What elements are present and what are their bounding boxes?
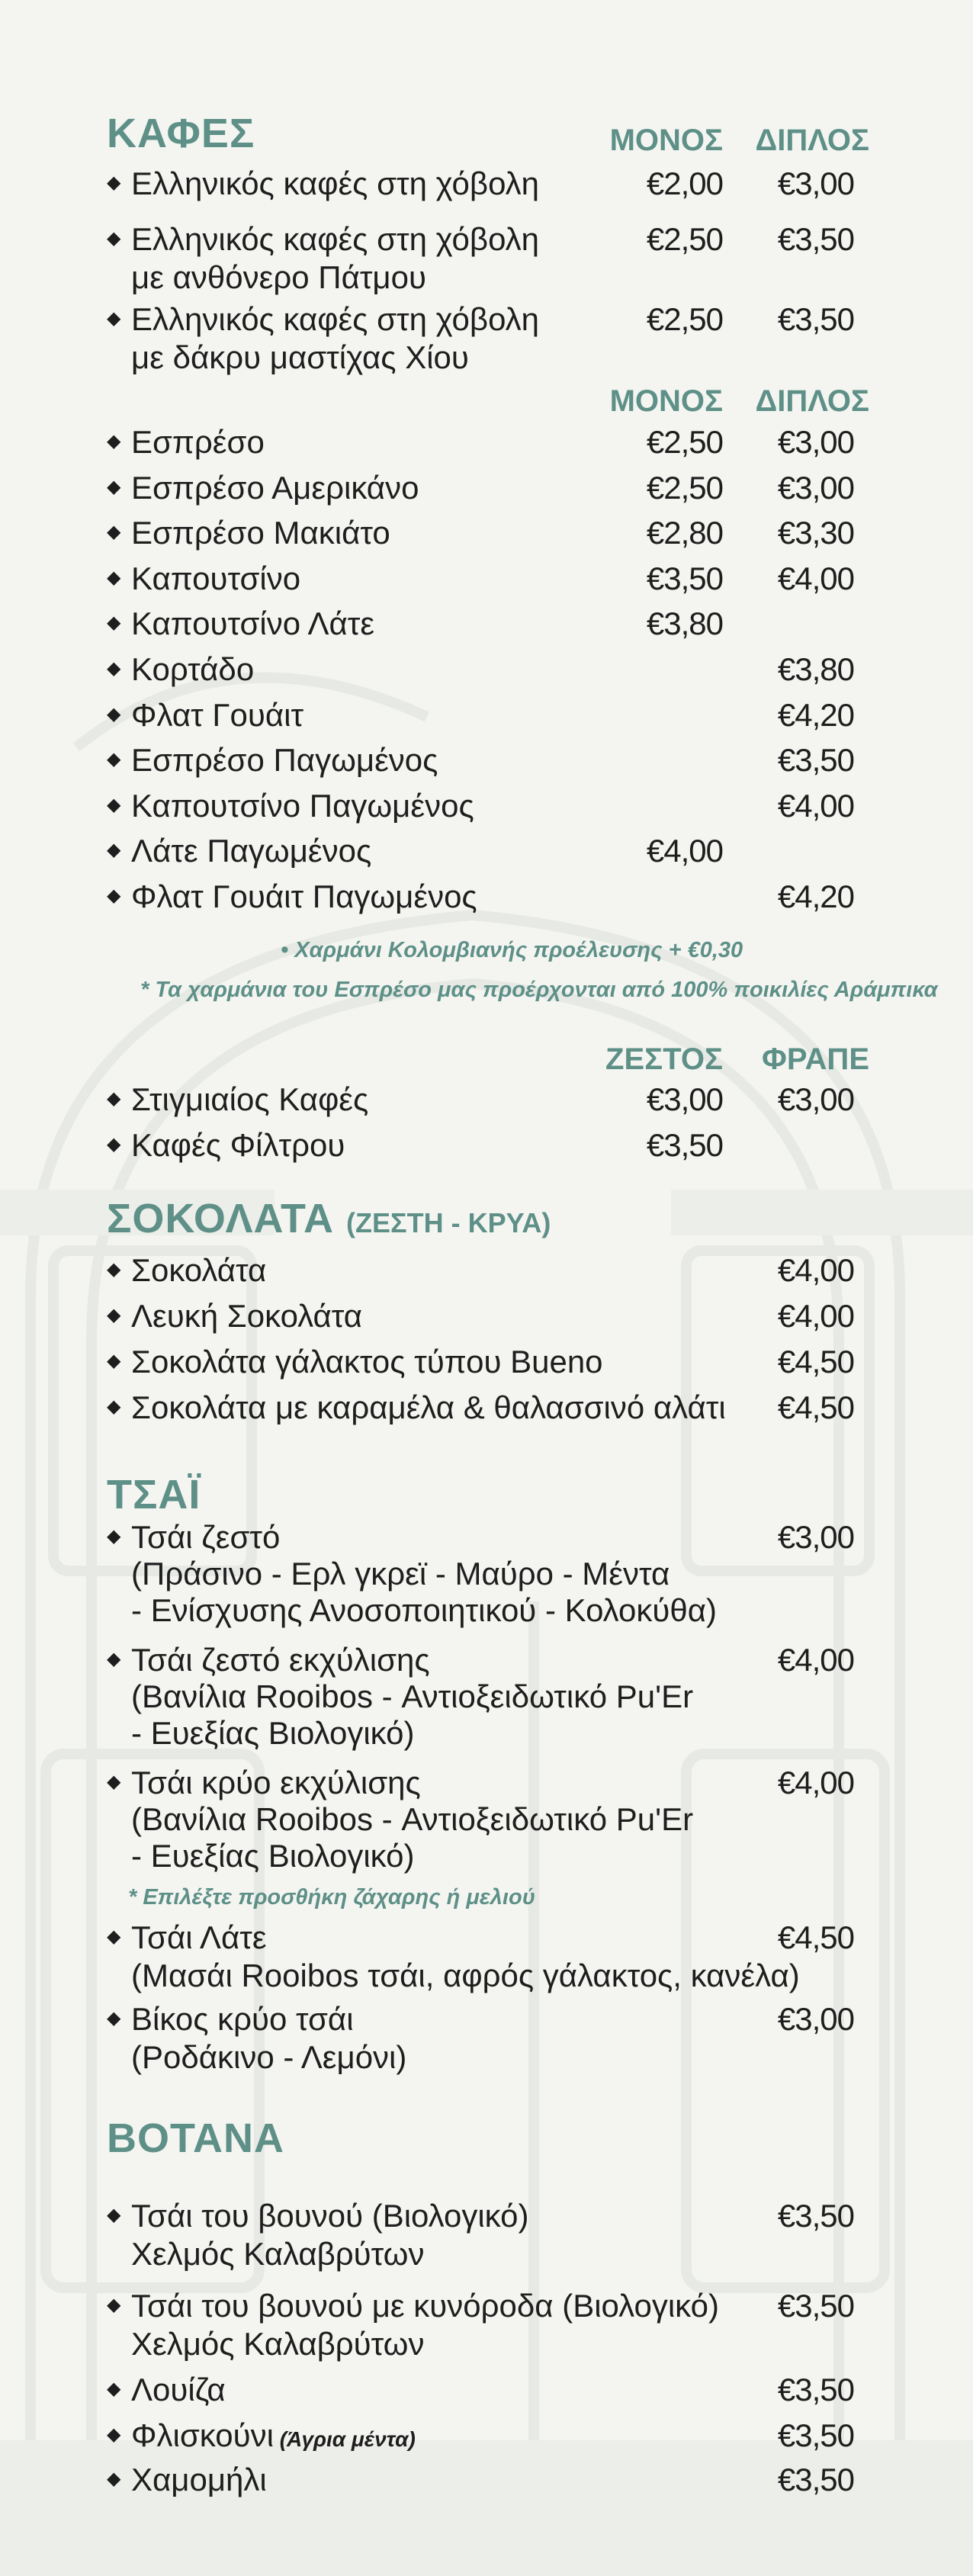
price: €3,50 (777, 2417, 854, 2453)
price-double: €3,50 (777, 301, 854, 337)
section-title-coffee: ΚΑΦΕΣ (107, 111, 255, 156)
item-name: Καπουτσίνο Λάτε (131, 605, 375, 642)
menu-item (107, 1080, 368, 1122)
menu-item (107, 1342, 603, 1384)
item-description: (Πράσινο - Ερλ γκρεϊ - Μαύρο - Μέντα (131, 1556, 670, 1592)
diamond-bullet-icon: ◆ (107, 1087, 121, 1109)
item-name: Εσπρέσο Μακιάτο (131, 515, 390, 551)
price-single: €2,80 (646, 515, 723, 551)
diamond-bullet-icon: ◆ (107, 840, 121, 861)
diamond-bullet-icon: ◆ (107, 1350, 121, 1371)
price: €4,50 (777, 1919, 854, 1955)
item-name: Λευκή Σοκολάτα (131, 1298, 363, 1334)
menu-item (107, 604, 374, 646)
diamond-bullet-icon: ◆ (107, 1525, 121, 1547)
item-description: Χελμός Καλαβρύτων (131, 2236, 425, 2272)
item-name: Φλισκούνι (131, 2417, 274, 2453)
menu-item (107, 1126, 345, 1168)
diamond-bullet-icon: ◆ (107, 172, 121, 193)
item-name: Βίκος κρύο τσάι (131, 2001, 354, 2037)
diamond-bullet-icon: ◆ (107, 2468, 121, 2489)
price: €3,50 (777, 2288, 854, 2324)
column-header-double: ΔΙΠΛΟΣ (755, 124, 869, 157)
diamond-bullet-icon: ◆ (107, 227, 121, 249)
price-single: €2,50 (646, 221, 723, 257)
price-double: €3,00 (777, 165, 854, 201)
menu-item (107, 695, 303, 737)
item-name: Φλατ Γουάιτ Παγωμένος (131, 878, 477, 914)
price: €4,00 (777, 1642, 854, 1678)
diamond-bullet-icon: ◆ (107, 885, 121, 906)
column-header-single: ΜΟΝΟΣ (609, 124, 723, 157)
price: €3,00 (777, 1519, 854, 1555)
menu-item (107, 559, 300, 601)
item-description: - Ενίσχυσης Ανοσοποιητικού - Κολοκύθα) (131, 1592, 717, 1628)
item-name: Στιγμιαίος Καφές (131, 1081, 369, 1117)
price-single: €4,00 (646, 833, 723, 869)
item-name: Καφές Φίλτρου (131, 1127, 345, 1163)
item-note: (Άγρια μέντα) (273, 2427, 416, 2451)
price-single: €2,50 (646, 469, 723, 506)
diamond-bullet-icon: ◆ (107, 476, 121, 497)
item-name: Ελληνικός καφές στη χόβολη (131, 165, 539, 201)
menu-item (107, 1251, 266, 1293)
item-name: Τσάι ζεστό (131, 1519, 281, 1555)
price: €4,00 (777, 1765, 854, 1800)
price: €4,00 (777, 1298, 854, 1334)
price: €3,50 (777, 2372, 854, 2407)
price-double: €4,00 (777, 787, 854, 824)
item-name: Χαμομήλι (131, 2462, 267, 2497)
diamond-bullet-icon: ◆ (107, 2378, 121, 2399)
diamond-bullet-icon: ◆ (107, 1771, 121, 1792)
diamond-bullet-icon: ◆ (107, 703, 121, 724)
menu-item (107, 1296, 362, 1338)
diamond-bullet-icon: ◆ (107, 2294, 121, 2315)
price-hot: €3,00 (646, 1081, 723, 1117)
price: €4,50 (777, 1389, 854, 1425)
item-description: (Βανίλια Rooibos - Αντιοξειδωτικό Pu'Er (131, 1801, 694, 1837)
item-description: - Ευεξίας Βιολογικό) (131, 1838, 415, 1874)
item-name: Κορτάδο (131, 651, 255, 687)
price-single: €2,50 (646, 424, 723, 460)
item-name: Εσπρέσο Παγωμένος (131, 742, 438, 779)
menu-item (107, 1518, 280, 1559)
item-description: με δάκρυ μαστίχας Χίου (131, 339, 469, 375)
menu-item (107, 831, 371, 873)
item-name: Καπουτσίνο Παγωμένος (131, 787, 474, 824)
diamond-bullet-icon: ◆ (107, 2007, 121, 2028)
diamond-bullet-icon: ◆ (107, 749, 121, 770)
diamond-bullet-icon: ◆ (107, 522, 121, 543)
price: €4,00 (777, 1252, 854, 1288)
price-hot: €3,50 (646, 1127, 723, 1163)
section-subtitle: (ΖΕΣΤΗ - ΚΡΥΑ) (346, 1207, 551, 1238)
item-description: με ανθόνερο Πάτμου (131, 259, 426, 295)
price-double: €3,00 (777, 424, 854, 460)
menu-item (107, 220, 539, 262)
section-title-herbs: ΒΟΤΑΝΑ (107, 2115, 284, 2161)
menu-item (107, 300, 539, 342)
menu-item (107, 1999, 354, 2041)
diamond-bullet-icon: ◆ (107, 307, 121, 329)
price-double: €3,80 (777, 651, 854, 687)
item-description: (Ροδάκινο - Λεμόνι) (131, 2039, 407, 2075)
diamond-bullet-icon: ◆ (107, 1926, 121, 1947)
section-title-tea: ΤΣΑΪ (107, 1472, 201, 1518)
item-description: (Μασάι Rooibos τσάι, αφρός γάλακτος, κανέλα) (131, 1958, 800, 1993)
item-name: Σοκολάτα (131, 1252, 267, 1288)
price: €3,00 (777, 2001, 854, 2037)
price-frappe: €3,00 (777, 1081, 854, 1117)
item-name: Εσπρέσο Αμερικάνο (131, 469, 419, 506)
menu-item (107, 2286, 719, 2328)
menu-item (107, 1388, 726, 1430)
item-name: Τσάι του βουνού (Βιολογικό) (131, 2198, 529, 2234)
column-header-frappe: ΦΡΑΠΕ (762, 1042, 869, 1076)
item-description: (Βανίλια Rooibos - Αντιοξειδωτικό Pu'Er (131, 1678, 694, 1714)
item-name: Σοκολάτα με καραμέλα & θαλασσινό αλάτι (131, 1389, 726, 1425)
price-double: €3,50 (777, 221, 854, 257)
item-name: Λάτε Παγωμένος (131, 833, 372, 869)
menu-item (107, 2416, 416, 2459)
coffee-note-arabica: * Τα χαρμάνια του Εσπρέσο μας προέρχονται από 100% ποικιλίες Αράμπικα (140, 978, 938, 1002)
diamond-bullet-icon: ◆ (107, 612, 121, 634)
menu-item (107, 650, 254, 692)
menu-item (107, 740, 438, 782)
menu-item (107, 2196, 529, 2238)
item-name: Τσάι ζεστό εκχύλισης (131, 1642, 430, 1678)
diamond-bullet-icon: ◆ (107, 1648, 121, 1669)
item-description: Χελμός Καλαβρύτων (131, 2326, 425, 2362)
item-name: Σοκολάτα γάλακτος τύπου Bueno (131, 1344, 603, 1380)
item-name: Εσπρέσο (131, 424, 265, 460)
coffee-note-colombian: • Χαρμάνι Κολομβιανής προέλευσης + €0,30 (281, 938, 743, 962)
item-description: - Ευεξίας Βιολογικό) (131, 1715, 415, 1751)
menu-item (107, 468, 419, 510)
section-title-chocolate (107, 1196, 551, 1246)
column-header-hot: ΖΕΣΤΟΣ (605, 1042, 723, 1076)
price-double: €4,00 (777, 560, 854, 596)
price-double: €4,20 (777, 878, 854, 914)
section-title-text: ΣΟΚΟΛΑΤΑ (107, 1196, 346, 1241)
item-name: Τσάι κρύο εκχύλισης (131, 1765, 421, 1800)
menu-item (107, 786, 474, 828)
price-double: €3,50 (777, 742, 854, 779)
diamond-bullet-icon: ◆ (107, 1133, 121, 1155)
menu-item (107, 2460, 267, 2502)
item-name: Φλατ Γουάιτ (131, 696, 304, 733)
column-header-single: ΜΟΝΟΣ (609, 384, 723, 418)
diamond-bullet-icon: ◆ (107, 1258, 121, 1280)
tea-note-sugar-honey: * Επιλέξτε προσθήκη ζάχαρης ή μελιού (128, 1885, 535, 1910)
column-header-double: ΔΙΠΛΟΣ (755, 384, 869, 418)
menu-item (107, 1640, 430, 1682)
diamond-bullet-icon: ◆ (107, 1396, 121, 1417)
price-double: €4,20 (777, 696, 854, 733)
item-name: Τσάι Λάτε (131, 1919, 267, 1955)
menu-item (107, 1918, 267, 1960)
diamond-bullet-icon: ◆ (107, 567, 121, 588)
diamond-bullet-icon: ◆ (107, 1304, 121, 1325)
menu-item (107, 422, 265, 464)
item-name: Λουίζα (131, 2372, 226, 2407)
price-single: €3,50 (646, 560, 723, 596)
menu-item (107, 513, 390, 555)
price: €4,50 (777, 1344, 854, 1380)
price-single: €2,50 (646, 301, 723, 337)
price: €3,50 (777, 2462, 854, 2497)
price-single: €3,80 (646, 605, 723, 642)
item-name: Ελληνικός καφές στη χόβολη (131, 301, 539, 337)
item-name: Ελληνικός καφές στη χόβολη (131, 221, 539, 257)
diamond-bullet-icon: ◆ (107, 657, 121, 679)
menu-item (107, 877, 477, 919)
menu-item (107, 2370, 226, 2412)
price-single: €2,00 (646, 165, 723, 201)
menu-item (107, 164, 539, 206)
item-name: Καπουτσίνο (131, 560, 301, 596)
diamond-bullet-icon: ◆ (107, 794, 121, 815)
price: €3,50 (777, 2198, 854, 2234)
item-name: Τσάι του βουνού με κυνόροδα (Βιολογικό) (131, 2288, 719, 2324)
diamond-bullet-icon: ◆ (107, 2204, 121, 2225)
price-double: €3,30 (777, 515, 854, 551)
price-double: €3,00 (777, 469, 854, 506)
diamond-bullet-icon: ◆ (107, 430, 121, 451)
menu-item (107, 1763, 421, 1805)
diamond-bullet-icon: ◆ (107, 2423, 121, 2445)
